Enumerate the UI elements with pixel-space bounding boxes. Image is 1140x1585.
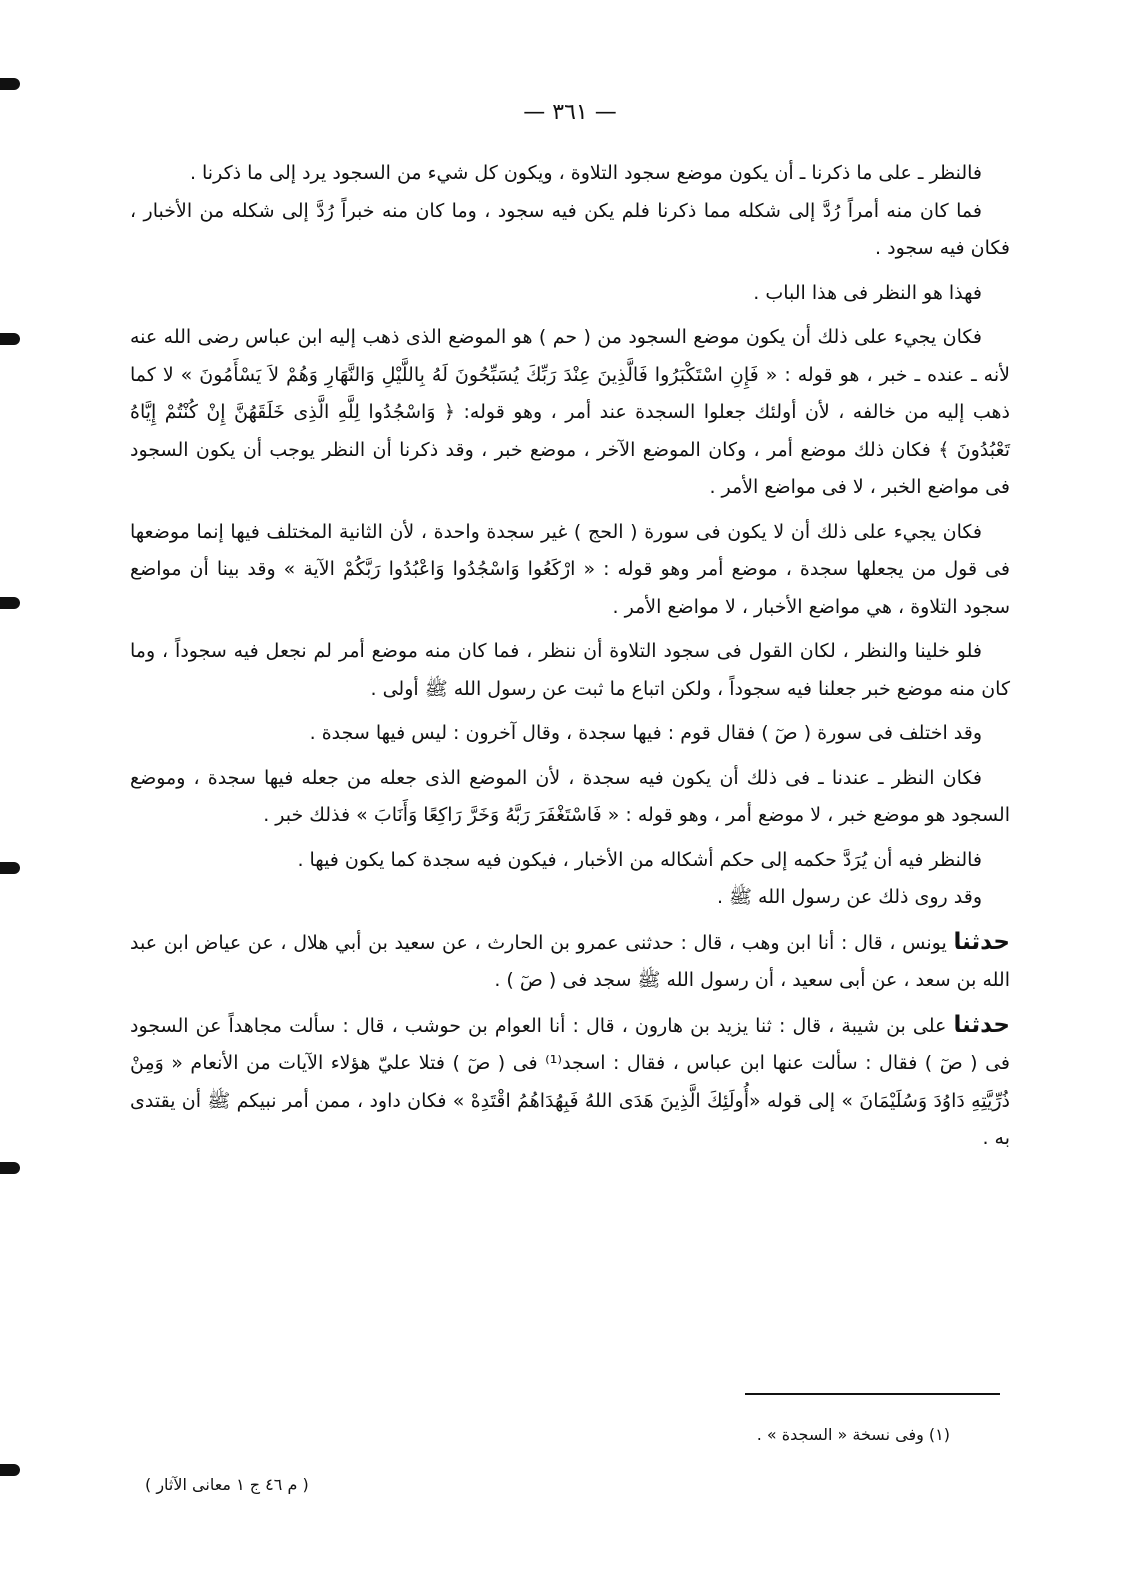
paragraph: فالنظر ـ على ما ذكرنا ـ أن يكون موضع سجود التلاوة ، ويكون كل شيء من السجود يرد إلى ما ذكرنا . [189,162,982,184]
hadith-text: على بن شيبة ، قال : ثنا يزيد بن هارون ، قال : أنا العوام بن حوشب ، قال : سألت مجاهداً عن السجود فى ( صٓ ) فقال : سألت عنها ابن عباس ، فقال : اسجد⁽¹⁾ فى ( صٓ ) فتلا عليّ هؤلاء الآيات من الأنعام « وَمِنْ ذُرِّيَّتِهِ دَاوُدَ وَسُلَيْمَانَ » إلى قوله «أُولَئِكَ الَّذِينَ هَدَى اللهُ فَبِهُدَاهُمُ اقْتَدِهْ » فكان داود ، ممن أمر نبيكم ﷺ أن يقتدى به . [130,1014,1011,1149]
paragraph: فالنظر فيه أن يُرَدَّ حكمه إلى حكم أشكاله من الأخبار ، فيكون فيه سجدة كما يكون فيها . [297,848,982,871]
hadith-paragraph [130,1007,1010,1158]
paragraph: فهذا هو النظر فى هذا الباب . [753,281,982,304]
binding-mark [0,862,20,874]
paragraph: وقد روى ذلك عن رسول الله ﷺ . [716,886,982,908]
paragraph: فلو خلينا والنظر ، لكان القول فى سجود التلاوة أن ننظر ، فما كان منه موضع أمر لم نجعل فيه سجوداً ، وما كان منه موضع خبر جعلنا فيه سجوداً ، ولكن اتباع ما ثبت عن رسول الله ﷺ أولى . [130,640,1010,700]
signature-line: ( م ٤٦ ج ١ معانى الآثار ) [145,1475,309,1494]
paragraph: فكان يجيء على ذلك أن لا يكون فى سورة ( الحج ) غير سجدة واحدة ، لأن الثانية المختلف فيها إنما موضعها فى قول من يجعلها سجدة ، موضع أمر وهو قوله : « ارْكَعُوا وَاسْجُدُوا وَاعْبُدُوا رَبَّكُمْ الآية » وقد بينا أن مواضع سجود التلاوة ، هي مواضع الأخبار ، لا مواضع الأمر . [130,520,1010,618]
footnote-separator [745,1393,1000,1395]
binding-mark [0,597,20,609]
footnote: (١) وفى نسخة « السجدة » . [756,1425,950,1444]
binding-mark [0,1464,20,1476]
paragraph: فما كان منه أمراً رُدَّ إلى شكله مما ذكرنا فلم يكن فيه سجود ، وما كان منه خبراً رُدَّ إلى شكله من الأخبار ، فكان فيه سجود . [130,199,1010,259]
hadith-paragraph [130,924,1010,1000]
paragraph: فكان يجيء على ذلك أن يكون موضع السجود من ( حم ) هو الموضع الذى ذهب إليه ابن عباس رضى الله عنه لأنه ـ عنده ـ خبر ، هو قوله : « فَإِنِ اسْتَكْبَرُوا فَالَّذِينَ عِنْدَ رَبِّكَ يُسَبِّحُونَ لَهُ بِاللَّيْلِ وَالنَّهَارِ وَهُمْ لاَ يَسْأَمُونَ » لا كما ذهب إليه من خالفه ، لأن أولئك جعلوا السجدة عند أمر ، وهو قوله: ﴿ وَاسْجُدُوا لِلَّهِ الَّذِى خَلَقَهُنَّ إِنْ كُنْتُمْ إِيَّاهُ تَعْبُدُونَ ﴾ فكان ذلك موضع أمر ، وكان الموضع الآخر ، موضع خبر ، وقد ذكرنا أن النظر يوجب أن يكون السجود فى مواضع الخبر ، لا فى مواضع الأمر . [130,326,1010,498]
isnad-keyword: حدثنا [953,928,1010,955]
binding-mark [0,333,20,345]
page-body [130,155,1010,1165]
page-number: — ٣٦١ — [523,100,617,125]
paragraph: فكان النظر ـ عندنا ـ فى ذلك أن يكون فيه سجدة ، لأن الموضع الذى جعله من جعله فيها سجدة ، وموضع السجود هو موضع خبر ، لا موضع أمر ، وهو قوله : « فَاسْتَغْفَرَ رَبَّهُ وَخَرَّ رَاكِعًا وَأَنَابَ » فذلك خبر . [130,766,1010,826]
paragraph: وقد اختلف فى سورة ( صٓ ) فقال قوم : فيها سجدة ، وقال آخرون : ليس فيها سجدة . [309,722,982,744]
hadith-text: يونس ، قال : أنا ابن وهب ، قال : حدثنى عمرو بن الحارث ، عن سعيد بن أبي هلال ، عن عياض ابن عبد الله بن سعد ، عن أبى سعيد ، أن رسول الله ﷺ سجد فى ( صٓ ) . [130,931,1010,991]
binding-mark [0,78,20,90]
binding-mark [0,1162,20,1174]
isnad-keyword: حدثنا [953,1011,1010,1038]
